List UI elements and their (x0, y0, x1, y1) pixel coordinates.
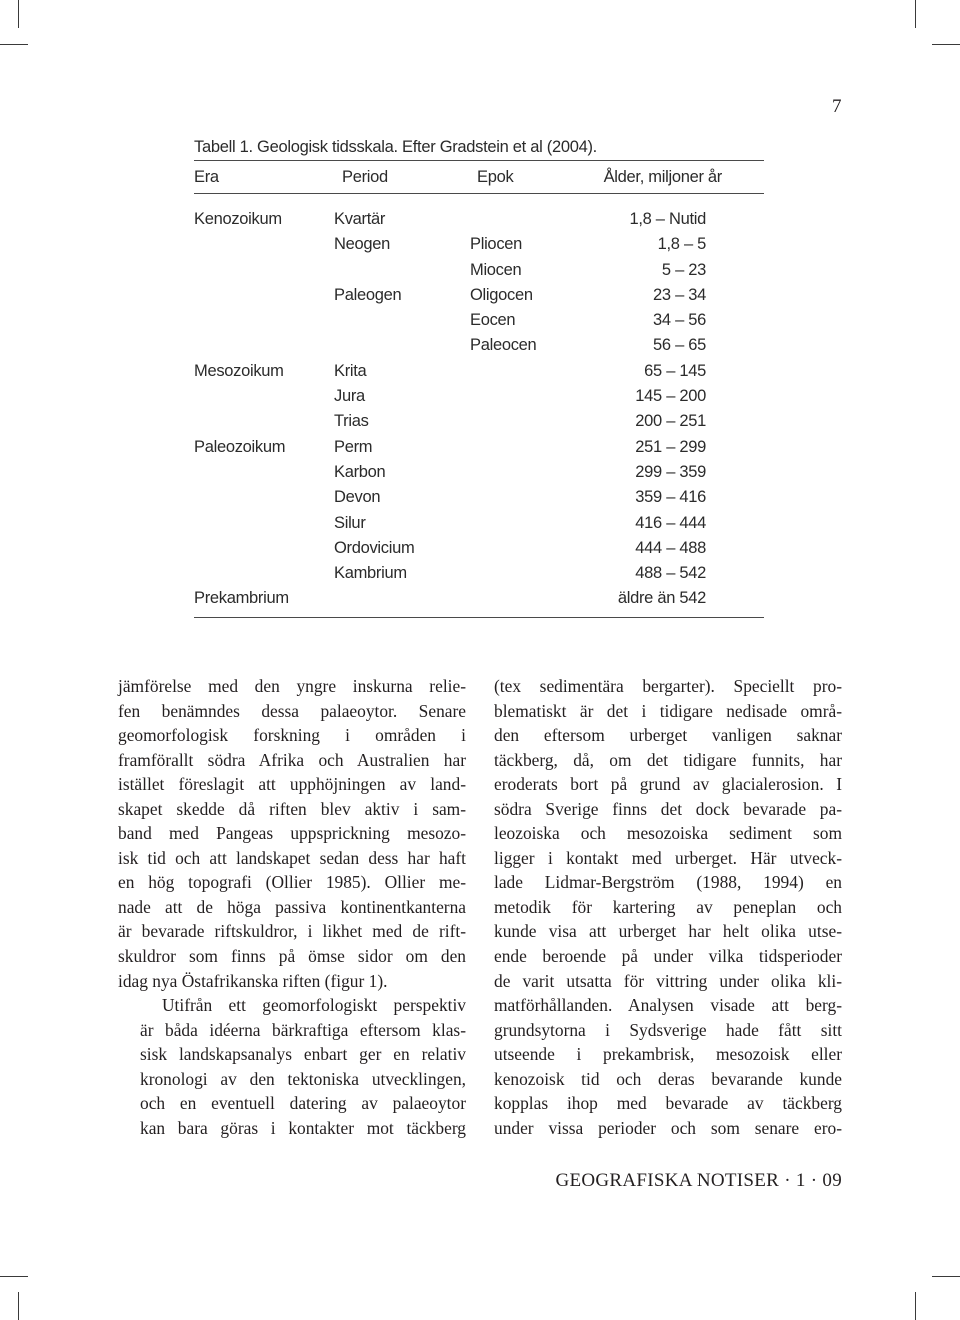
table-header-row (194, 161, 764, 193)
table-row (194, 232, 764, 257)
cell-epok: Miocen (470, 260, 522, 279)
crop-mark-bottom-left-h (0, 1276, 28, 1277)
table-bottom-rule (194, 617, 764, 618)
cell-age: 65 – 145 (644, 361, 706, 380)
text-line: Utifrån ett geomorfologiskt perspektiv (162, 995, 466, 1016)
cell-epok: Paleocen (470, 336, 537, 355)
text-line: täckberg, då, om det tidigare funnits, har (494, 749, 842, 770)
crop-mark-top-left (18, 0, 19, 28)
cell-epok: Oligocen (470, 285, 533, 304)
table-row (194, 536, 764, 561)
table-row (194, 333, 764, 358)
body-text-right-column (494, 674, 842, 1140)
cell-era: Prekambrium (194, 589, 289, 608)
text-line: ende beroende på under vilka tidsperioder (494, 946, 842, 967)
cell-period: Paleogen (334, 285, 402, 304)
text-line: matförhållanden. Analysen visade att berg- (494, 995, 842, 1016)
cell-period: Silur (334, 513, 366, 532)
text-line: ligger i kontakt med urberget. Här utveck- (494, 847, 842, 868)
journal-footer: GEOGRAFISKA NOTISER · 1 · 09 (555, 1170, 842, 1191)
table-row (194, 409, 764, 434)
cell-period: Devon (334, 488, 381, 507)
body-text-left-column (118, 674, 466, 1140)
cell-age: 1,8 – Nutid (629, 210, 706, 228)
cell-period: Perm (334, 437, 373, 456)
text-line: idag nya Östafrikanska riften (figur 1). (118, 970, 388, 991)
text-line: istället föreslagit att upphöjningen av land- (118, 774, 466, 795)
table-row (194, 359, 764, 384)
cell-age: 416 – 444 (635, 513, 706, 532)
paragraph (494, 674, 842, 1140)
geologic-timescale-table (194, 134, 764, 618)
text-line: den eftersom urberget vanligen saknar (494, 725, 842, 746)
cell-epok: Pliocen (470, 235, 523, 254)
table-row (194, 258, 764, 283)
text-line: kunde visa att urberget har helt olika utse- (494, 921, 842, 942)
cell-period: Ordovicium (334, 538, 415, 557)
table-row (194, 460, 764, 485)
text-line: och en eventuell datering av palaeoytor (140, 1093, 466, 1114)
crop-mark-top-right-h (932, 44, 960, 45)
table-row (194, 207, 764, 232)
cell-age: 34 – 56 (653, 311, 706, 330)
cell-period: Jura (334, 387, 365, 406)
text-line: kan bara göras i kontakter mot täckberg (140, 1117, 466, 1138)
cell-epok: Eocen (470, 311, 516, 330)
page-number: 7 (832, 96, 842, 117)
cell-age: 56 – 65 (653, 336, 706, 355)
cell-era: Mesozoikum (194, 361, 284, 380)
table-row (194, 485, 764, 510)
crop-mark-top-right (915, 0, 916, 28)
text-line: framförallt södra Afrika och Australien har (118, 749, 466, 770)
cell-period: Krita (334, 361, 367, 380)
text-line: under vissa perioder och som senare ero- (494, 1117, 842, 1138)
text-line: är båda idéerna bärkraftiga eftersom klas- (140, 1019, 466, 1040)
text-line: de varit utsatta för vittring under olika kli- (494, 970, 842, 991)
cell-age: 1,8 – 5 (657, 235, 706, 254)
cell-period: Neogen (334, 235, 390, 254)
header-period: Period (342, 168, 388, 186)
text-line: en hög topografi (Ollier 1985). Ollier me- (118, 872, 466, 893)
cell-age: 444 – 488 (635, 538, 706, 557)
text-line: kenozoisk tid och deras bevarande kunde (494, 1068, 842, 1089)
text-line: leozoiska och mesozoiska sediment som (494, 823, 842, 844)
text-line: eroderats bort på grund av glacialerosion. I (494, 774, 842, 795)
table-row (194, 308, 764, 333)
cell-age: 488 – 542 (635, 564, 706, 583)
text-line: fen benämndes dessa palaeoytor. Senare (118, 700, 466, 721)
header-era: Era (194, 168, 219, 186)
cell-period: Kambrium (334, 564, 407, 583)
crop-mark-bottom-right (915, 1292, 916, 1320)
text-line: är bevarade riftskuldror, i likhet med de rift- (118, 921, 466, 942)
text-line: metodik för kartering av peneplan och (494, 896, 842, 917)
text-line: södra Sverige finns det dock bevarade pa- (494, 798, 842, 819)
cell-period: Trias (334, 412, 369, 431)
table-row (194, 384, 764, 409)
text-line: kopplas ihop med bevarade av täckberg (494, 1093, 842, 1114)
table-row (194, 435, 764, 460)
cell-period: Kvartär (334, 210, 386, 228)
text-line: isk tid och att landskapet sedan dess har haft (118, 847, 466, 868)
text-line: jämförelse med den yngre inskurna relie- (118, 676, 466, 696)
cell-age: äldre än 542 (617, 589, 706, 608)
crop-mark-bottom-left (18, 1292, 19, 1320)
header-epok: Epok (477, 168, 514, 186)
crop-mark-bottom-right-h (932, 1276, 960, 1277)
cell-period: Karbon (334, 462, 386, 481)
text-line: kronologi av den tektoniska utvecklingen, (140, 1068, 466, 1089)
cell-era: Kenozoikum (194, 210, 282, 228)
paragraph (118, 674, 466, 993)
text-line: grundsytorna i Sydsverige hade fått sitt (494, 1019, 842, 1040)
text-line: skapet skedde då riften blev aktiv i sam- (118, 798, 466, 819)
text-line: (tex sedimentära bergarter). Speciellt pro- (494, 676, 842, 696)
table-row (194, 283, 764, 308)
text-line: lade Lidmar-Bergström (1988, 1994) en (494, 872, 842, 893)
cell-age: 359 – 416 (635, 488, 706, 507)
cell-age: 145 – 200 (635, 387, 706, 406)
crop-mark-top-left-h (0, 44, 28, 45)
cell-age: 23 – 34 (653, 285, 706, 304)
header-age: Ålder, miljoner år (603, 168, 722, 186)
table-body (194, 194, 764, 617)
paragraph (118, 993, 466, 1140)
cell-age: 200 – 251 (635, 412, 706, 431)
text-line: skuldror som finns på ömse sidor om den (118, 946, 466, 967)
table-caption: Tabell 1. Geologisk tidsskala. Efter Gradstein et al (2004). (194, 138, 597, 156)
cell-age: 299 – 359 (635, 462, 706, 481)
table-row (194, 586, 764, 611)
table-row (194, 511, 764, 536)
cell-age: 251 – 299 (635, 437, 706, 456)
text-line: geomorfologisk forskning i områden i (118, 725, 466, 746)
cell-age: 5 – 23 (661, 260, 706, 279)
text-line: blematiskt är det i tidigare nedisade områ- (494, 700, 842, 721)
cell-era: Paleozoikum (194, 437, 286, 456)
table-row (194, 561, 764, 586)
text-line: band med Pangeas uppsprickning mesozo- (118, 823, 466, 844)
text-line: sisk landskapsanalys enbart ger en relativ (140, 1044, 466, 1065)
text-line: nade att de höga passiva kontinentkanterna (118, 896, 466, 917)
text-line: utseende i prekambrisk, mesozoisk eller (494, 1044, 842, 1065)
